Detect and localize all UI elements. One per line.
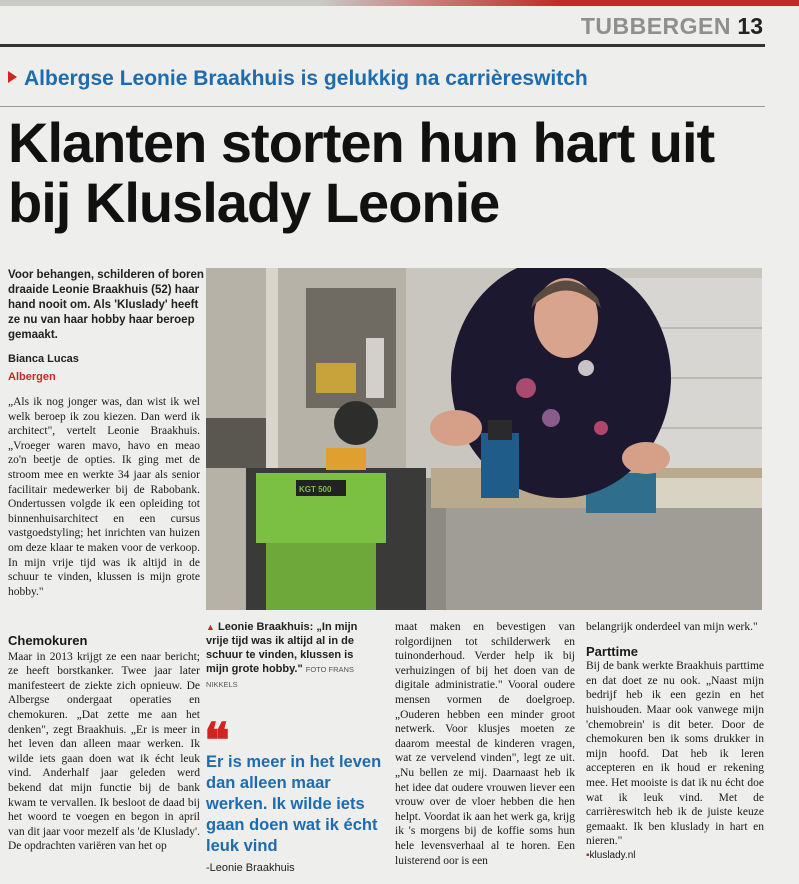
caption-text: Leonie Braakhuis: „In mijn vrije tijd was ik altijd al in de schuur te vinden, klussen is mijn grote hobby." <box>206 621 358 675</box>
article-column-1 <box>8 395 200 599</box>
website-link[interactable] <box>586 849 764 864</box>
article-column-3 <box>395 620 575 868</box>
body-paragraph: Bij de bank werkte Braakhuis parttime en dat doet ze nu ook. „Naast mijn bedrijf heb ik een gezin en het huishouden. Maar ook vanwege mijn 'chemobrein' is dit beter. Door de chemokuren ben ik soms drukker in mijn hoofd. Dat heb ik leren accepteren en ik houd er rekening mee. Het mooiste is dat ik nu écht doe wat ik leuk vind. Met de carrièreswitch heb ik de juiste keuze gemaakt. Ik ben kluslady in hart en nieren." <box>586 660 764 848</box>
headline: Klanten storten hun hart uit bij Kluslady Leonie <box>8 111 715 234</box>
section-name: TUBBERGEN <box>580 13 731 39</box>
kicker <box>8 67 588 91</box>
body-paragraph: belangrijk onderdeel van mijn werk." <box>586 621 758 633</box>
byline-author: Bianca Lucas <box>8 353 79 365</box>
workshop-photo-image <box>206 268 762 610</box>
photo-caption <box>206 620 374 692</box>
body-paragraph: maat maken en bevestigen van rolgordijnen tot schilderwerk en tuinonderhoud. Verder help ik bij verhuizingen of bij het doen van de digitale administratie." Vooral oudere mensen vormen de doelgroep. „Ouderen hebben een minder groot netwerk. Voor klusjes moeten ze daarom meestal de kinderen vragen, wat ze vervelend vinden", legt ze uit. „Nu bellen ze mij. Daarnaast heb ik het idee dat oudere vrouwen liever een vrouw over de vloer hebben die hen helpt. Voordat ik aan het werk ga, krijg ik 's morgens bij de koffie soms hun hele levensverhaal al te horen. Een luisterend oor is een <box>395 621 575 867</box>
body-paragraph: Maar in 2013 krijgt ze een naar bericht; ze heeft borstkanker. Twee jaar later manifesteert de ziekte zich opnieuw. De Albergse ondergaat operaties en chemokuren. „Dat zette me aan het denken", zegt Braakhuis. „Er is meer in het leven dan alleen maar werken. Ik wilde iets gaan doen wat ik écht leuk vind. Anderhalf jaar geleden werd bekend dat mijn functie bij de bank kwam te vervallen. Ik besloot de daad bij het woord te voegen en begon in april van dit jaar voor mezelf als 'de Kluslady'. De opdrachten variëren van het op <box>8 650 200 853</box>
machine-label: KGT 500 <box>299 485 332 494</box>
article-column-4 <box>586 620 764 864</box>
article-photo <box>206 268 762 610</box>
header-rule <box>0 44 765 47</box>
subhead-chemokuren: Chemokuren <box>8 633 88 648</box>
quote-mark-icon: ❝ <box>204 715 230 768</box>
pull-quote: Er is meer in het leven dan alleen maar werken. Ik wilde iets gaan doen wat ik écht leuk vind <box>206 753 382 855</box>
subhead-parttime: Parttime <box>586 643 639 659</box>
intro-text: Voor behangen, schilderen of boren draaide Leonie Braakhuis (52) haar hand nooit om. Als 'Kluslady' heeft ze nu van haar hobby haar beroep gemaakt. <box>8 269 204 341</box>
caption-marker-icon: ▲ <box>206 622 215 632</box>
link-marker-icon: ▪ <box>586 849 590 861</box>
pull-quote-attribution: -Leonie Braakhuis <box>206 862 295 874</box>
photo-credit: FOTO FRANS NIKKELS <box>206 665 354 689</box>
byline-place: Albergen <box>8 371 56 383</box>
page-number: 13 <box>737 13 763 39</box>
top-color-band <box>0 0 799 6</box>
article-column-1b <box>8 634 200 854</box>
kicker-text: Albergse Leonie Braakhuis is gelukkig na carrièreswitch <box>24 67 588 90</box>
website-link-text: kluslady.nl <box>589 849 636 861</box>
body-paragraph: „Als ik nog jonger was, dan wist ik wel welk beroep ik zou kiezen. Dan werd ik architect", vertelt Leonie Braakhuis. „Vroeger waren mavo, havo en meao zo'n beetje de opties. Ik ging met de stroom mee en werkte 34 jaar als senior facilitair medewerker bij de Rabobank. Ondertussen volgde ik een opleiding tot binnenhuisarchitect en een cursus vastgoedstyling; het inrichten van huizen om deze klaar te maken voor de verkoop. In mijn vrije tijd was ik altijd in de schuur te vinden, klussen is mijn grote hobby." <box>8 396 200 598</box>
kicker-rule <box>0 106 765 107</box>
kicker-marker-icon <box>8 71 17 83</box>
